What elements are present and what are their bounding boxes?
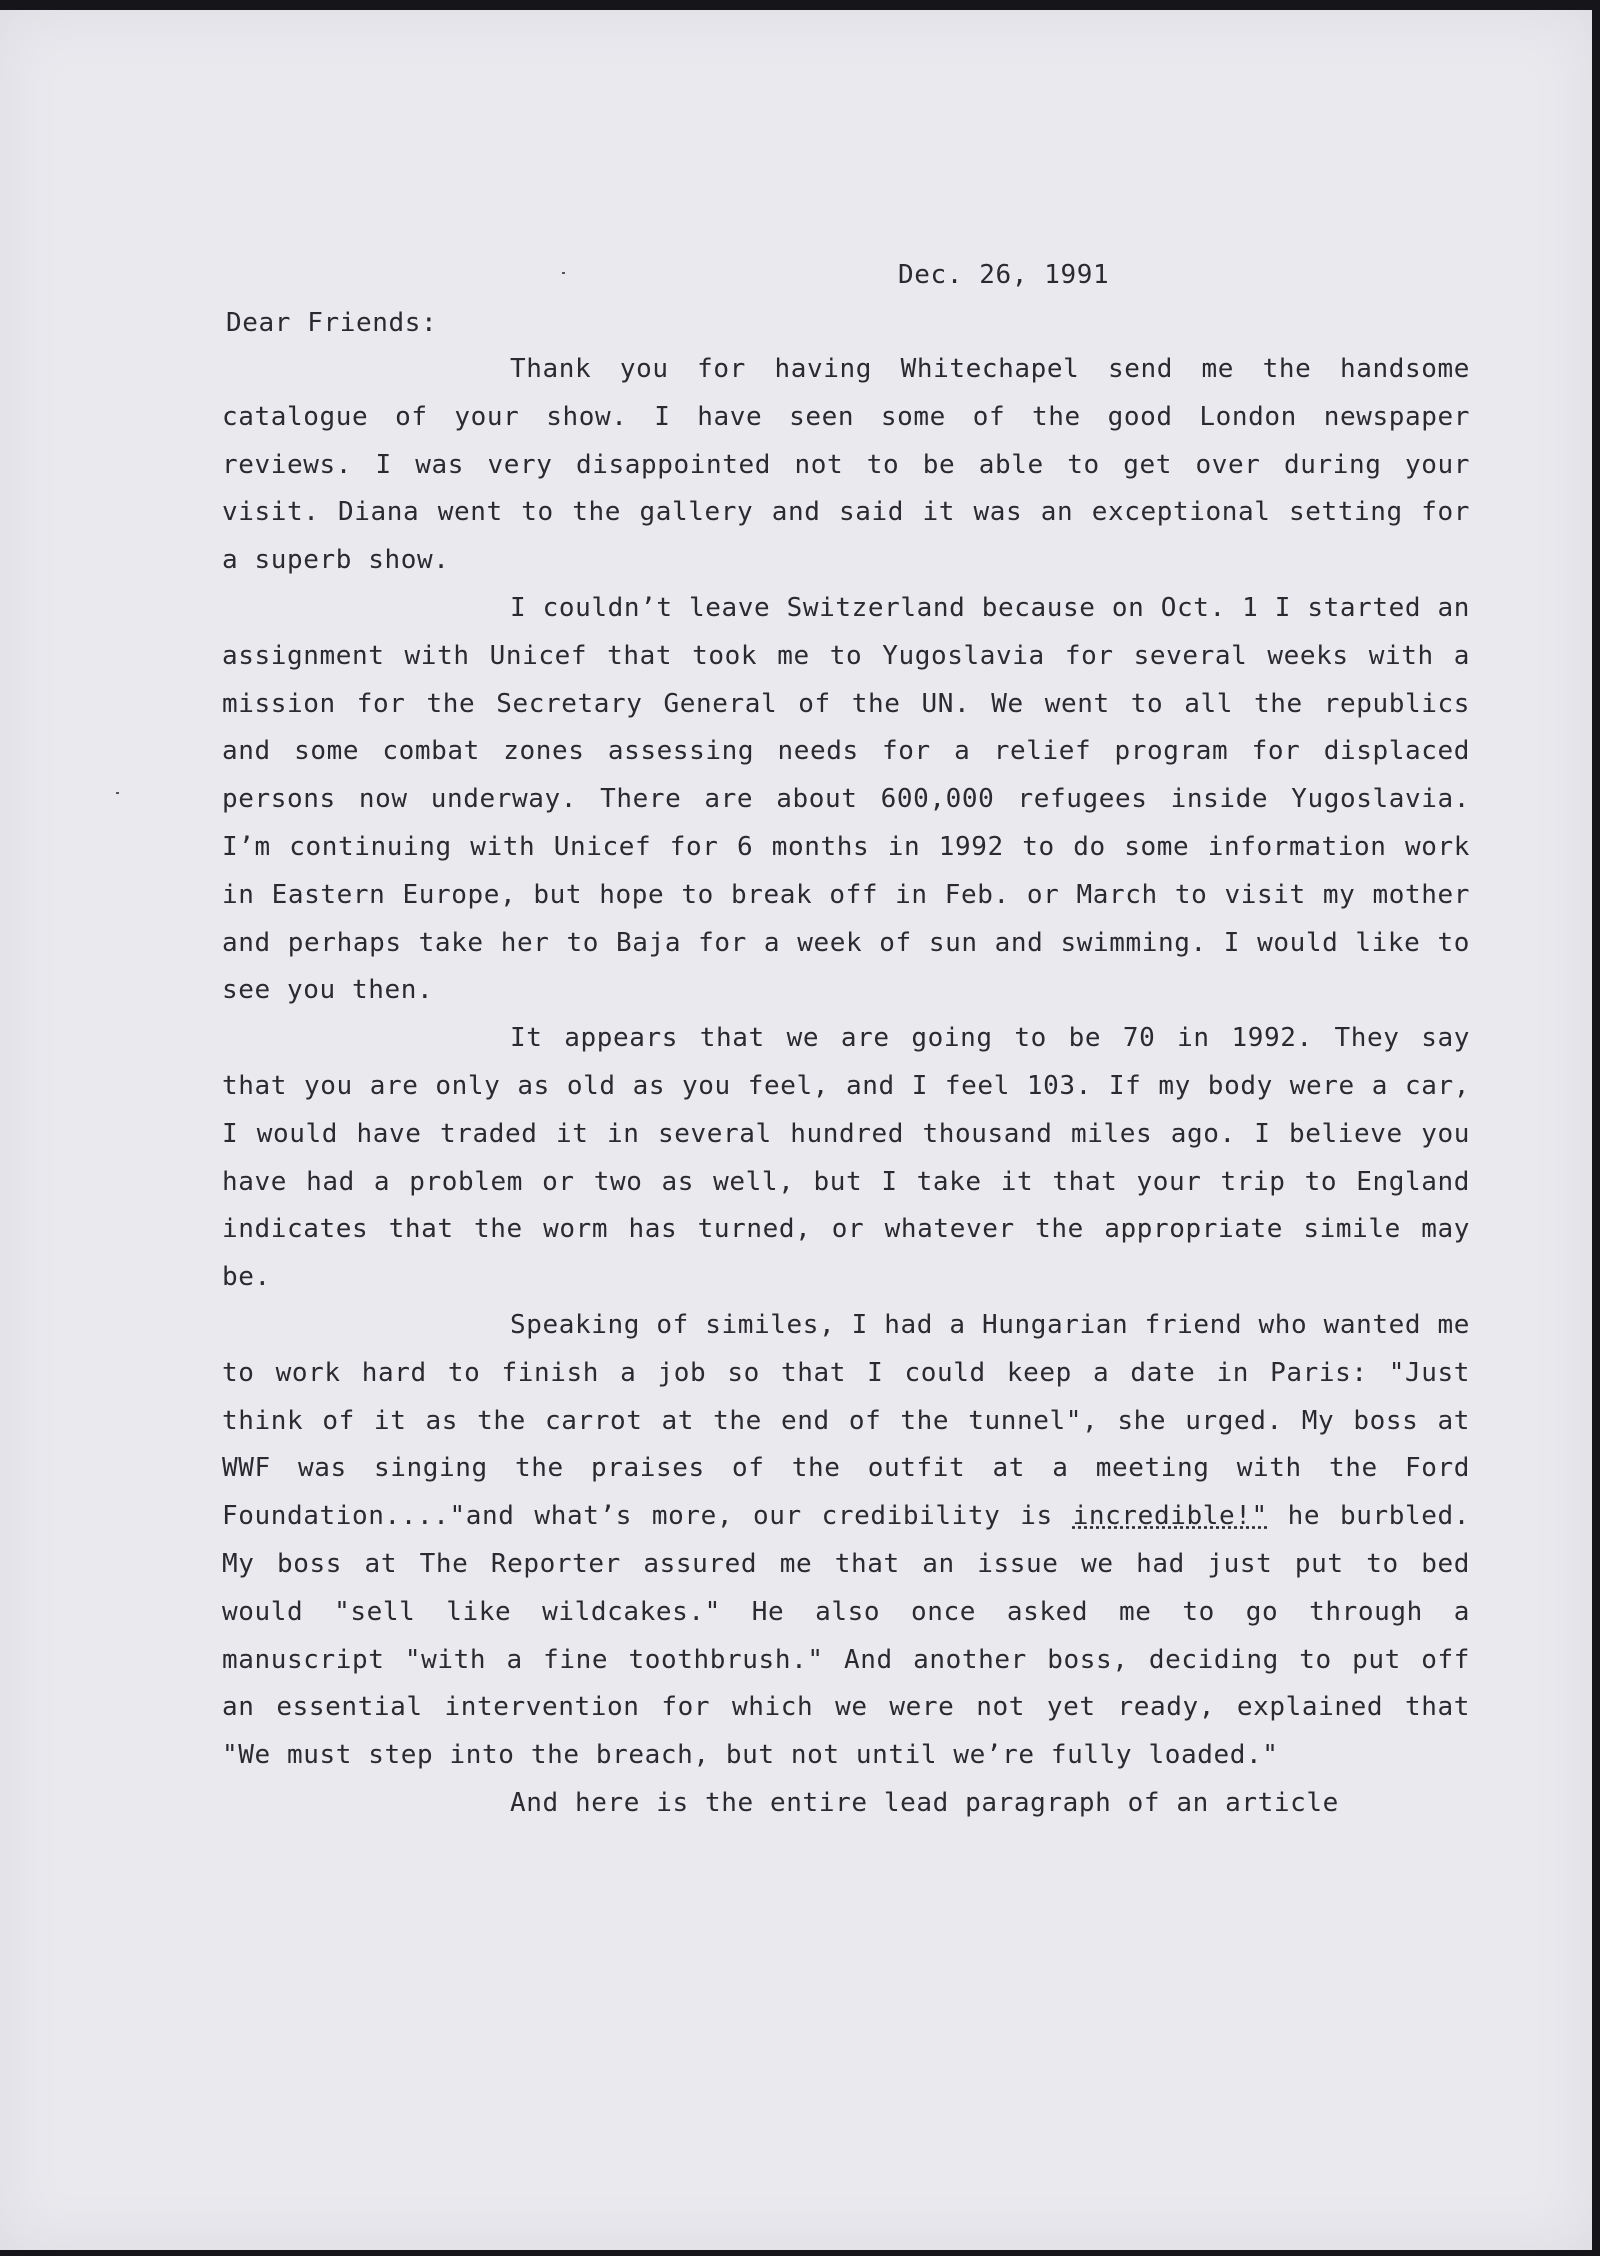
letter-body [222,346,1470,1828]
letter-page [0,10,1592,2250]
underlined-incredible: incredible!" [1072,1501,1268,1532]
ink-speck [562,272,565,274]
salutation: Dear Friends: [226,308,438,338]
similes-text-before: Speaking of similes, I had a Hungarian friend who wanted me to work hard to finish a job so that I could keep a date in Paris: "Just think of it as the carrot at the end of the tunnel", she urged. My boss at WWF was singing the praises of the outfit at a meeting with the Ford Foundation...."and what’s more, our credibility is [222,1309,1470,1532]
ink-speck [116,792,119,794]
paragraph-catalogue-thanks: Thank you for having Whitechapel send me the handsome catalogue of your show. I have seen some of the good London newspaper reviews. I was very disappointed not to be able to get over during your visit. Diana went to the gallery and said it was an exceptional setting for a superb show. [222,354,1470,576]
paragraph-unicef-assignment: I couldn’t leave Switzerland because on Oct. 1 I started an assignment with Unicef that took me to Yugoslavia for several weeks with a mission for the Secretary General of the UN. We went to all the republics and some combat zones assessing needs for a relief program for displaced persons now underway. There are about 600,000 refugees inside Yugoslavia. I’m continuing with Unicef for 6 months in 1992 to do some information work in Eastern Europe, but hope to break off in Feb. or March to visit my mother and perhaps take her to Baja for a week of sun and swimming. I would like to see you then. [222,592,1470,1006]
similes-text-after: he burbled. My boss at The Reporter assured me that an issue we had just put to bed would "sell like wildcakes." He also once asked me to go through a manuscript "with a fine toothbrush." And another boss, deciding to put off an essential intervention for which we were not yet ready, explained that "We must step into the breach, but not until we’re fully loaded." [222,1501,1471,1771]
paragraph-turning-seventy: It appears that we are going to be 70 in 1992. They say that you are only as old as you feel, and I feel 103. If my body were a car, I would have traded it in several hundred thousand miles ago. I believe you have had a problem or two as well, but I take it that your trip to England indicates that the worm has turned, or whatever the appropriate simile may be. [222,1023,1470,1293]
paragraph-similes [222,1302,1470,1780]
paragraph-lead-article: And here is the entire lead paragraph of an article [510,1787,1339,1818]
letter-date: Dec. 26, 1991 [898,260,1110,290]
